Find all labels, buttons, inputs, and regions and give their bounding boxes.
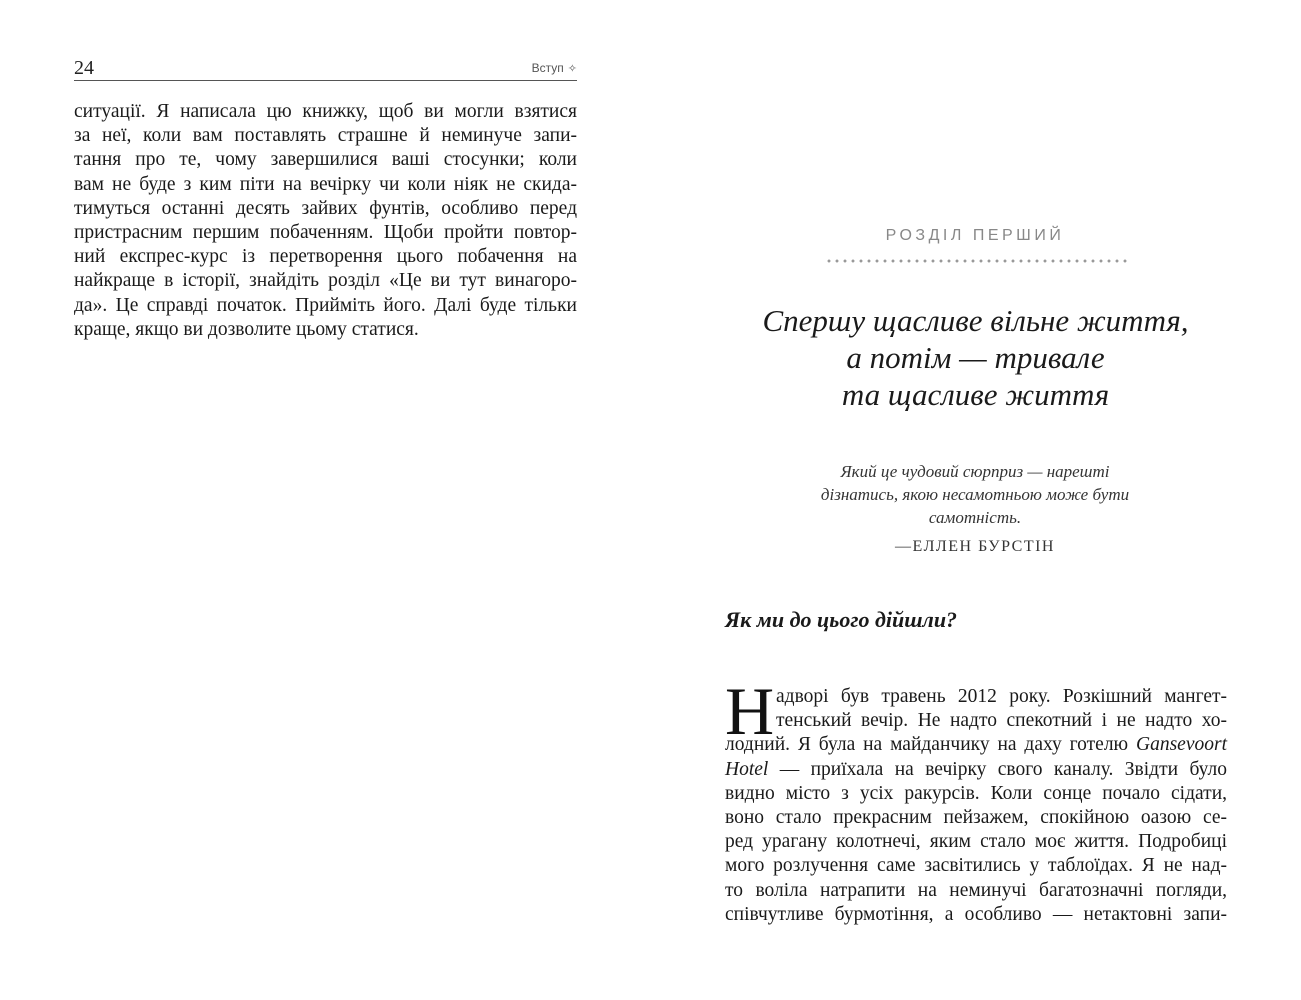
text-line: ситуації. Я написала цю книжку, щоб ви могли взятися <box>74 101 577 122</box>
text-line: ред урагану колотнечі, яким стало моє життя. Подробиці <box>725 831 1227 853</box>
text-line: за неї, коли вам поставлять страшне й неминуче запи- <box>74 125 577 147</box>
running-header <box>74 56 577 81</box>
diamond-ornament-icon: ✧ <box>567 63 577 75</box>
text-line: тенський вечір. Не надто спекотний і не надто хо- <box>776 710 1227 732</box>
text-line: адворі був травень 2012 року. Розкішний мангет- <box>776 686 1227 707</box>
text-line: краще, якщо ви дозволите цьому статися. <box>74 318 419 340</box>
page-number: 24 <box>74 57 94 79</box>
body-text-left <box>74 100 577 342</box>
section-name-label: Вступ <box>531 61 564 75</box>
text-line: Hotel — приїхала на вечірку свого каналу. Звідти було <box>725 758 1227 780</box>
epigraph-line: самотність. <box>928 508 1022 527</box>
body-text-right <box>725 673 1227 927</box>
dotted-divider <box>825 258 1129 264</box>
chapter-title-line: Спершу щасливе вільне життя, <box>762 303 1189 338</box>
text-line: ний експрес-курс із перетворення цього побачення на <box>74 246 577 268</box>
drop-cap: Н <box>725 673 775 749</box>
text-line: тимуться останні десять зайвих фунтів, особливо перед <box>74 197 577 219</box>
epigraph-line: Який це чудовий сюрприз — нарешті <box>840 462 1110 481</box>
epigraph-author: —ЕЛЛЕН БУРСТІН <box>895 538 1055 555</box>
text-line: тання про те, чому завершилися ваші стосунки; коли <box>74 149 577 171</box>
text-line: да». Це справді початок. Прийміть його. Далі буде тільки <box>74 294 577 316</box>
text-line: воно стало прекрасним пейзажем, спокійною оазою се- <box>725 807 1227 829</box>
chapter-title-line: та щасливе життя <box>841 377 1110 412</box>
chapter-title-line: а потім — тривале <box>846 340 1105 375</box>
text-line: співчутливе бурмотіння, а особливо — нетактовні запи- <box>725 903 1227 925</box>
text-line: лодний. Я була на майданчику на даху готелю Gansevoort <box>725 734 1227 756</box>
epigraph-line: дізнатись, якою несамотньою може бути <box>820 485 1130 504</box>
text-line: мого розлучення саме засвітились у таблоїдах. Я не над- <box>725 855 1227 877</box>
text-line: найкраще в історії, знайдіть розділ «Це ви тут винагоро- <box>74 270 577 292</box>
chapter-title <box>724 302 1227 413</box>
text-line: вам не буде з ким піти на вечірку чи коли ніяк не скида- <box>74 173 577 195</box>
section-name <box>532 59 577 78</box>
section-subheading: Як ми до цього дійшли? <box>725 607 958 632</box>
text-line: видно місто з усіх ракурсів. Коли сонце почало сідати, <box>725 782 1227 804</box>
chapter-label: РОЗДІЛ ПЕРШИЙ <box>885 227 1065 244</box>
text-line: то воліла натрапити на неминучі багатозначні погляди, <box>725 879 1227 901</box>
right-page <box>650 0 1301 1000</box>
text-line: пристрасним першим побаченням. Щоби пройти повтор- <box>74 222 577 244</box>
left-page <box>0 0 650 1000</box>
epigraph <box>780 460 1170 529</box>
